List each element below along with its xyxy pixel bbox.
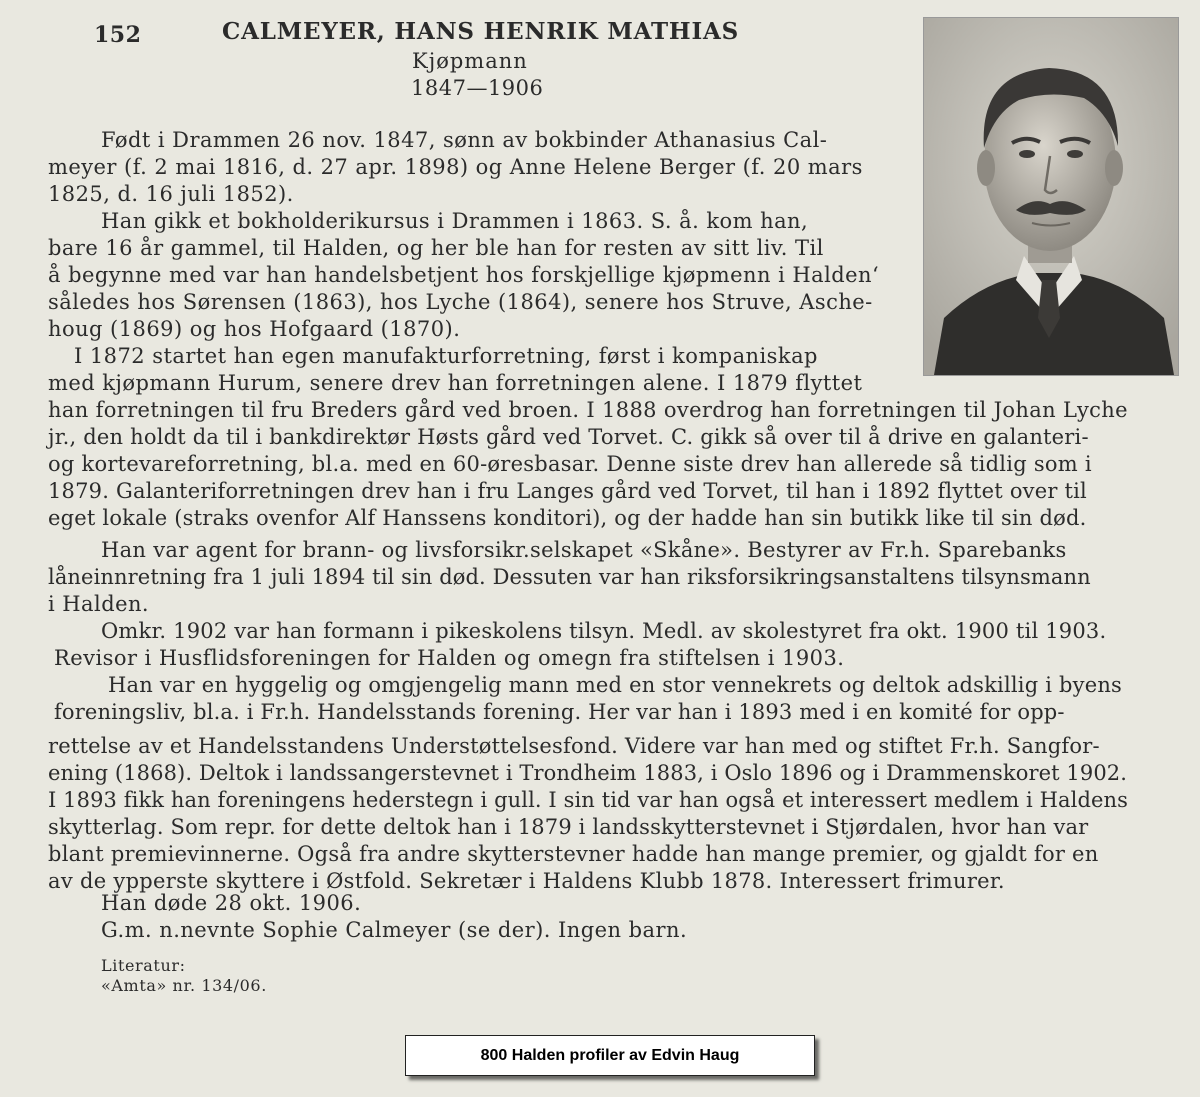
body-line: 1879. Galanteriforretningen drev han i fru Langes gård ved Torvet, til han i 1892 flyttet over til [48, 479, 1087, 503]
body-line: av de ypperste skyttere i Østfold. Sekretær i Haldens Klubb 1878. Interessert frimurer. [48, 869, 1005, 893]
body-line: og kortevareforretning, bl.a. med en 60-øresbasar. Denne siste drev han allerede så tidlig som i [48, 452, 1092, 476]
body-line: eget lokale (straks ovenfor Alf Hanssens konditori), og der hadde han sin butikk like til sin død. [48, 506, 1087, 530]
body-line: meyer (f. 2 mai 1816, d. 27 apr. 1898) og Anne Helene Berger (f. 20 mars [48, 155, 863, 179]
person-name-heading: CALMEYER, HANS HENRIK MATHIAS [222, 18, 740, 45]
body-line: således hos Sørensen (1863), hos Lyche (1864), senere hos Struve, Asche- [48, 290, 873, 314]
literature-entry: «Amta» nr. 134/06. [101, 976, 267, 995]
body-line: å begynne med var han handelsbetjent hos forskjellige kjøpmenn i Halden‘ [48, 263, 880, 287]
life-years: 1847—1906 [411, 76, 544, 100]
body-line: Han gikk et bokholderikursus i Drammen i 1863. S. å. kom han, [101, 209, 809, 233]
body-line: Revisor i Husflidsforeningen for Halden og omegn fra stiftelsen i 1903. [54, 646, 845, 670]
portrait-photo [923, 17, 1179, 376]
body-line: Han var en hyggelig og omgjengelig mann med en stor vennekrets og deltok adskillig i byens [108, 673, 1123, 697]
body-line: låneinnretning fra 1 juli 1894 til sin død. Dessuten var han riksforsikringsanstaltens tilsynsmann [48, 565, 1091, 589]
body-line: Han døde 28 okt. 1906. [101, 891, 362, 915]
body-line: i Halden. [48, 592, 150, 616]
body-line: I 1893 fikk han foreningens hederstegn i gull. I sin tid var han også et interessert medlem i Haldens [48, 788, 1129, 812]
body-line: houg (1869) og hos Hofgaard (1870). [48, 317, 461, 341]
body-line: I 1872 startet han egen manufakturforretning, først i kompaniskap [74, 344, 818, 368]
body-line: Omkr. 1902 var han formann i pikeskolens tilsyn. Medl. av skolestyret fra okt. 1900 til 1903. [101, 619, 1107, 643]
body-line: G.m. n.nevnte Sophie Calmeyer (se der). Ingen barn. [101, 918, 688, 942]
literature-label: Literatur: [101, 956, 186, 975]
occupation-title: Kjøpmann [412, 49, 528, 73]
body-line: blant premievinnerne. Også fra andre skytterstevner hadde han mange premier, og gjaldt for en [48, 842, 1099, 866]
body-line: foreningsliv, bl.a. i Fr.h. Handelsstands forening. Her var han i 1893 med i en komité for opp- [54, 700, 1065, 724]
page-number: 152 [94, 22, 142, 48]
body-line: 1825, d. 16 juli 1852). [48, 182, 294, 206]
body-line: bare 16 år gammel, til Halden, og her ble han for resten av sitt liv. Til [48, 236, 824, 260]
caption-box [405, 1035, 815, 1076]
body-line: rettelse av et Handelsstandens Understøttelsesfond. Videre var han med og stiftet Fr.h. Sangfor- [48, 734, 1100, 758]
body-line: han forretningen til fru Breders gård ved broen. I 1888 overdrog han forretningen til Johan Lyche [48, 398, 1128, 422]
body-line: med kjøpmann Hurum, senere drev han forretningen alene. I 1879 flyttet [48, 371, 863, 395]
body-line: Han var agent for brann- og livsforsikr.selskapet «Skåne». Bestyrer av Fr.h. Sparebanks [101, 538, 1067, 562]
body-line: skytterlag. Som repr. for dette deltok han i 1879 i landsskytterstevnet i Stjørdalen, hvor han var [48, 815, 1089, 839]
body-line: Født i Drammen 26 nov. 1847, sønn av bokbinder Athanasius Cal- [101, 128, 828, 152]
caption-text: 800 Halden profiler av Edvin Haug [480, 1046, 740, 1064]
body-line: jr., den holdt da til i bankdirektør Høsts gård ved Torvet. C. gikk så over til å drive en galanteri- [48, 425, 1089, 449]
body-line: ening (1868). Deltok i landssangerstevnet i Trondheim 1883, i Oslo 1896 og i Drammenskoret 1902. [48, 761, 1128, 785]
